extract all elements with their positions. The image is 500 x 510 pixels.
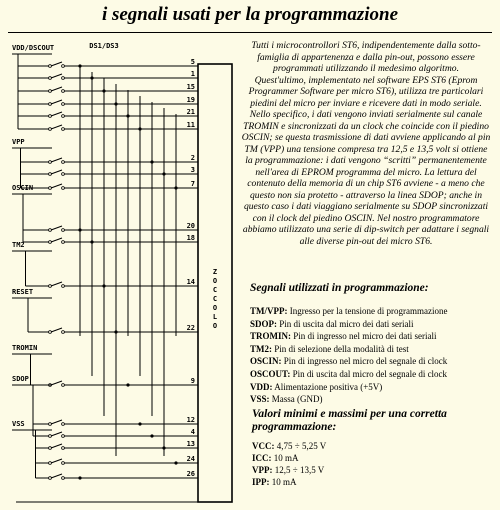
junction-dot (174, 461, 177, 464)
dip-switch (51, 170, 62, 174)
signal-label: TM2 (12, 241, 25, 249)
switch-contact (49, 477, 52, 480)
switch-contact (62, 435, 65, 438)
dip-switch (51, 459, 62, 463)
switch-contact (62, 187, 65, 190)
dip-switch (51, 87, 62, 91)
switch-contact (49, 241, 52, 244)
page-title: i segnali usati per la programmazione (101, 4, 399, 25)
switch-contact (62, 477, 65, 480)
junction-dot (78, 64, 81, 67)
limit-row (252, 440, 326, 452)
pin-number: 3 (190, 166, 195, 174)
pin-number: 11 (186, 121, 195, 129)
switch-contact (62, 173, 65, 176)
dip-switch (51, 62, 62, 66)
junction-dot (102, 284, 105, 287)
junction-dot (126, 383, 129, 386)
switch-contact (49, 161, 52, 164)
chip-socket-label: C (212, 286, 218, 294)
signal-row (250, 393, 495, 406)
signal-row (250, 330, 495, 343)
switch-contact (62, 285, 65, 288)
switch-contact (62, 103, 65, 106)
signal-row (250, 368, 495, 381)
pin-number: 21 (186, 108, 195, 116)
junction-dot (138, 422, 141, 425)
intro-text (240, 40, 492, 247)
intro-paragraph: Quest'ultimo, implementato nel software EPS ST6 (Eprom Programmer Software per micro ST6), utilizza tre particolari piedini del micro per inviare e ricevere dati in modo seriale. Nello specifico, i dati vengono inviati serialmente sul canale TROMIN e sincronizzati da un clock che coincide con il piedino OSCIN; se questa trasmissione di dati avviene applicando al pin TM (VPP) una tensione compresa tra 12,5 e 13,5 volt si ottiene la programmazione: i dati vengono “scritti” permanentemente nell'area di EPROM programma del micro. La lettura del contenuto della memoria di un chip ST6 avviene - a meno che questo non sia protetto - attraverso la linea SDOP; anche in questo caso i dati viaggiano serialmente su SDOP sincronizzati con il clock del piedino OSCIN. Nel nostro programmatore abbiamo utilizzato una serie di dip-switch per adattare i segnali alle diverse pin-out dei micro ST6. (241, 74, 491, 247)
switch-contact (62, 331, 65, 334)
dip-switch (51, 238, 62, 242)
pin-number: 7 (190, 180, 195, 188)
title-divider (8, 32, 492, 33)
dip-switch (51, 474, 62, 478)
dip-switch (51, 381, 62, 385)
limit-value: 10 mA (269, 477, 297, 487)
pin-number: 24 (186, 455, 195, 463)
junction-dot (162, 446, 165, 449)
junction-dot (174, 186, 177, 189)
switch-contact (49, 447, 52, 450)
chip-socket-label: O (212, 304, 218, 312)
switch-contact (62, 229, 65, 232)
switch-contact (62, 115, 65, 118)
dip-switch (51, 184, 62, 188)
limit-value: 12,5 ÷ 13,5 V (272, 465, 325, 475)
signal-label: VDD/DSCOUT (12, 44, 55, 52)
signal-description: Ingresso per la tensione di programmazione (287, 306, 448, 316)
signal-label: RESET (12, 288, 34, 296)
junction-dot (78, 228, 81, 231)
pin-number: 1 (190, 70, 195, 78)
dip-switch (51, 125, 62, 129)
junction-dot (90, 76, 93, 79)
signal-name: VSS: (250, 394, 270, 405)
junction-dot (150, 434, 153, 437)
signal-name: TROMIN: (250, 331, 291, 342)
pin-number: 18 (186, 234, 195, 242)
junction-dot (150, 160, 153, 163)
dip-switch (51, 328, 62, 332)
limit-row (252, 476, 326, 488)
dip-switch (51, 158, 62, 162)
limit-name: VCC: (252, 441, 275, 451)
signal-name: OSCIN: (250, 356, 282, 367)
chip-socket-label: Z (212, 268, 218, 276)
switch-contact (62, 462, 65, 465)
junction-dot (162, 172, 165, 175)
switch-contact (49, 331, 52, 334)
switch-contact (49, 435, 52, 438)
switch-contact (62, 423, 65, 426)
junction-dot (114, 330, 117, 333)
junction-dot (78, 476, 81, 479)
switch-contact (49, 187, 52, 190)
signal-description: Alimentazione positiva (+5V) (272, 381, 383, 392)
signal-label: SDOP (12, 375, 29, 383)
dip-switch (51, 444, 62, 448)
limits-heading: Valori minimi e massimi per una corretta programmazione: (252, 408, 447, 433)
signal-row (250, 343, 495, 356)
switch-contact (49, 285, 52, 288)
pin-number: 15 (186, 83, 195, 91)
pin-number: 14 (186, 278, 195, 286)
switch-contact (62, 65, 65, 68)
limit-name: ICC: (252, 453, 272, 463)
switch-contact (49, 77, 52, 80)
switch-contact (49, 90, 52, 93)
pin-number: 26 (186, 470, 195, 478)
signal-description: Pin di uscita dal micro del segnale di clock (290, 368, 448, 379)
signal-description: Massa (GND) (269, 394, 323, 405)
pin-number: 4 (190, 428, 195, 436)
junction-dot (114, 102, 117, 105)
switch-contact (49, 128, 52, 131)
signal-description: Pin di selezione della modalità di test (272, 343, 409, 354)
switch-contact (49, 229, 52, 232)
pin-number: 9 (190, 377, 195, 385)
switch-contact (62, 77, 65, 80)
signal-label: VSS (12, 420, 25, 428)
limit-name: VPP: (252, 465, 273, 475)
limit-row (252, 452, 326, 464)
junction-dot (126, 114, 129, 117)
dip-switch (51, 282, 62, 286)
signal-description: Pin di uscita dal micro dei dati seriali (277, 318, 414, 329)
signal-row (250, 355, 495, 368)
signal-name: SDOP: (250, 318, 277, 329)
intro-paragraph: Tutti i microcontrollori ST6, indipendentemente dalla sotto-famiglia di appartenenza e dalla pin-out, possono essere programmati utilizzando il medesimo algoritmo. (251, 40, 481, 74)
switch-contact (62, 90, 65, 93)
switch-contact (62, 161, 65, 164)
switch-contact (49, 423, 52, 426)
limits-list (252, 440, 326, 488)
junction-dot (102, 89, 105, 92)
chip-socket-label: O (212, 277, 218, 285)
chip-socket-label: O (212, 322, 218, 330)
switch-contact (62, 447, 65, 450)
chip-socket-label: C (212, 295, 218, 303)
dip-switch (51, 74, 62, 78)
signal-name: OSCOUT: (250, 368, 291, 379)
pin-number: 2 (190, 154, 195, 162)
chip-socket-label: L (212, 313, 218, 321)
dip-switch (51, 112, 62, 116)
switch-contact (49, 103, 52, 106)
signal-description: Pin di ingresso nel micro dei dati seriali (291, 331, 437, 342)
dip-switch (51, 226, 62, 230)
signals-list (250, 305, 495, 406)
junction-dot (138, 127, 141, 130)
signal-row (250, 381, 495, 394)
pin-number: 13 (186, 440, 195, 448)
signal-description: Pin di ingresso nel micro del segnale di clock (281, 356, 448, 367)
limit-value: 4,75 ÷ 5,25 V (274, 441, 327, 451)
dip-switch-circuit-diagram (0, 36, 238, 510)
limit-row (252, 464, 326, 476)
dip-switch (51, 420, 62, 424)
dip-switch (51, 432, 62, 436)
signal-label: TROMIN (12, 344, 38, 352)
signal-name: TM2: (250, 343, 272, 354)
switch-contact (49, 173, 52, 176)
switch-contact (62, 241, 65, 244)
switch-contact (49, 115, 52, 118)
signal-label: VPP (12, 138, 25, 146)
pin-number: 5 (190, 58, 195, 66)
limit-name: IPP: (252, 477, 270, 487)
switch-array-label: DS1/DS3 (89, 42, 119, 50)
signal-label: OSCIN (12, 184, 34, 192)
switch-contact (62, 128, 65, 131)
limit-value: 10 mA (271, 453, 299, 463)
signal-row (250, 318, 495, 331)
signal-row (250, 305, 495, 318)
signal-name: VDD: (250, 381, 273, 392)
junction-dot (90, 240, 93, 243)
pin-number: 22 (186, 324, 195, 332)
dip-switch (51, 100, 62, 104)
switch-contact (49, 462, 52, 465)
switch-contact (49, 65, 52, 68)
switch-contact (62, 384, 65, 387)
signals-heading: Segnali utilizzati in programmazione: (250, 282, 429, 294)
pin-number: 20 (186, 222, 195, 230)
pin-number: 19 (186, 96, 195, 104)
pin-number: 12 (186, 416, 195, 424)
signal-name: TM/VPP: (250, 306, 288, 316)
